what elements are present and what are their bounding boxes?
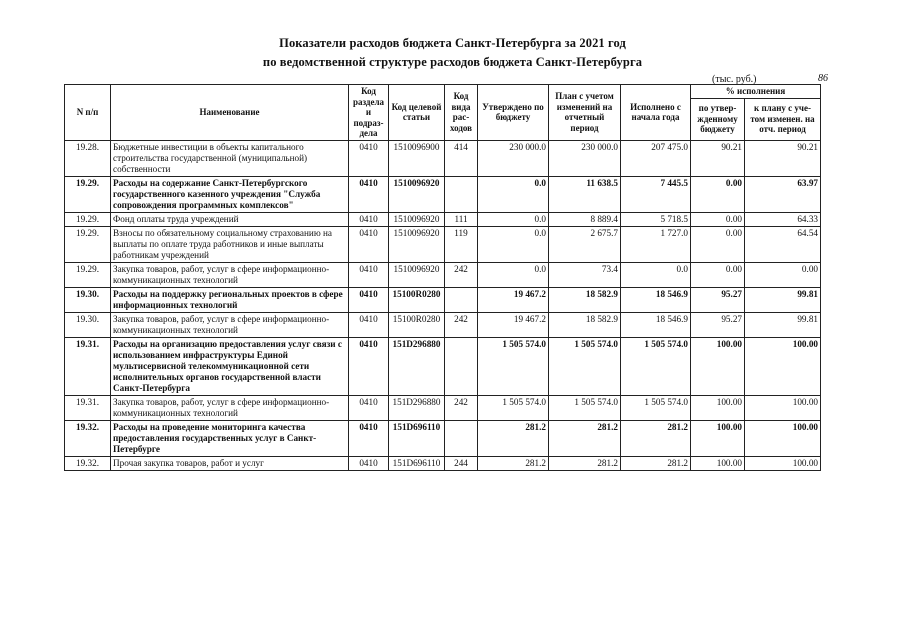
row-executed: 5 718.5 [621,212,691,226]
row-pct-plan: 0.00 [745,262,821,287]
row-name: Расходы на содержание Санкт-Петербургского государственного казенного учреждения "Служба сопровождения программных комплексов" [111,176,349,212]
document-title: Показатели расходов бюджета Санкт-Петербурга за 2021 год [279,36,626,50]
row-executed: 1 505 574.0 [621,395,691,420]
row-plan: 8 889.4 [549,212,621,226]
row-section-code: 0410 [349,140,389,176]
row-plan: 18 582.9 [549,287,621,312]
row-pct-approved: 100.00 [691,456,745,470]
row-pct-plan: 100.00 [745,456,821,470]
row-plan: 281.2 [549,420,621,456]
row-section-code: 0410 [349,176,389,212]
row-expense-type-code [445,176,478,212]
row-target-code: 15100R0280 [389,287,445,312]
row-number: 19.31. [65,395,111,420]
row-target-code: 1510096920 [389,212,445,226]
row-number: 19.32. [65,420,111,456]
page-number: 86 [818,73,828,84]
row-target-code: 151D296880 [389,395,445,420]
row-number: 19.32. [65,456,111,470]
row-executed: 18 546.9 [621,312,691,337]
header-expense-type-code: Код вида рас-ходов [445,85,478,141]
row-plan: 2 675.7 [549,226,621,262]
row-approved: 19 467.2 [478,312,549,337]
row-expense-type-code: 242 [445,395,478,420]
table-row [65,212,821,226]
row-executed: 18 546.9 [621,287,691,312]
row-pct-approved: 0.00 [691,262,745,287]
row-number: 19.28. [65,140,111,176]
table-row [65,456,821,470]
row-pct-plan: 99.81 [745,287,821,312]
row-executed: 207 475.0 [621,140,691,176]
row-plan: 281.2 [549,456,621,470]
row-pct-approved: 100.00 [691,420,745,456]
row-pct-plan: 100.00 [745,337,821,395]
row-number: 19.30. [65,287,111,312]
row-plan: 11 638.5 [549,176,621,212]
row-executed: 281.2 [621,420,691,456]
row-pct-approved: 90.21 [691,140,745,176]
header-num: N п/п [65,85,111,141]
row-name: Расходы на организацию предоставления услуг связи с использованием инфраструктуры Единой мультисервисной телекоммуникационной сети исполнительных органов государственной власти Санкт-Петербурга [111,337,349,395]
row-approved: 1 505 574.0 [478,337,549,395]
header-name: Наименование [111,85,349,141]
row-name: Прочая закупка товаров, работ и услуг [111,456,349,470]
row-section-code: 0410 [349,420,389,456]
row-number: 19.30. [65,312,111,337]
header-pct-plan: к плану с уче-том изменен. на отч. период [745,98,821,140]
row-approved: 1 505 574.0 [478,395,549,420]
budget-table [64,84,821,471]
row-number: 19.29. [65,176,111,212]
row-target-code: 1510096900 [389,140,445,176]
row-plan: 230 000.0 [549,140,621,176]
row-target-code: 151D696110 [389,456,445,470]
row-target-code: 1510096920 [389,262,445,287]
table-row [65,226,821,262]
row-executed: 1 505 574.0 [621,337,691,395]
row-plan: 1 505 574.0 [549,337,621,395]
document-subtitle: по ведомственной структуре расходов бюджета Санкт-Петербурга [262,55,643,69]
row-pct-plan: 100.00 [745,395,821,420]
table-row [65,395,821,420]
row-number: 19.31. [65,337,111,395]
row-pct-plan: 99.81 [745,312,821,337]
row-section-code: 0410 [349,226,389,262]
row-pct-approved: 0.00 [691,212,745,226]
header-executed: Исполнено с начала года [621,85,691,141]
header-target-code: Код целевой статьи [389,85,445,141]
row-number: 19.29. [65,262,111,287]
row-approved: 281.2 [478,420,549,456]
row-pct-plan: 64.33 [745,212,821,226]
row-target-code: 1510096920 [389,226,445,262]
row-number: 19.29. [65,226,111,262]
row-executed: 7 445.5 [621,176,691,212]
table-row [65,176,821,212]
row-approved: 230 000.0 [478,140,549,176]
header-plan: План с учетом изменений на отчетный период [549,85,621,141]
row-executed: 281.2 [621,456,691,470]
row-approved: 19 467.2 [478,287,549,312]
row-approved: 0.0 [478,226,549,262]
row-section-code: 0410 [349,262,389,287]
row-name: Закупка товаров, работ, услуг в сфере информационно-коммуникационных технологий [111,312,349,337]
header-pct-approved: по утвер-жденному бюджету [691,98,745,140]
row-expense-type-code: 242 [445,312,478,337]
table-body [65,140,821,470]
row-name: Бюджетные инвестиции в объекты капитального строительства государственной (муниципальной) собственности [111,140,349,176]
row-approved: 0.0 [478,262,549,287]
row-name: Расходы на проведение мониторинга качества предоставления государственных услуг в Санкт-Петербурге [111,420,349,456]
row-number: 19.29. [65,212,111,226]
row-expense-type-code [445,287,478,312]
row-expense-type-code [445,420,478,456]
row-section-code: 0410 [349,337,389,395]
row-approved: 281.2 [478,456,549,470]
row-executed: 0.0 [621,262,691,287]
row-name: Закупка товаров, работ, услуг в сфере информационно-коммуникационных технологий [111,262,349,287]
row-plan: 18 582.9 [549,312,621,337]
table-row [65,287,821,312]
row-name: Взносы по обязательному социальному страхованию на выплаты по оплате труда работников и иные выплаты работникам учреждений [111,226,349,262]
row-target-code: 151D296880 [389,337,445,395]
row-pct-plan: 64.54 [745,226,821,262]
row-plan: 73.4 [549,262,621,287]
row-name: Расходы на поддержку региональных проектов в сфере информационных технологий [111,287,349,312]
row-expense-type-code: 242 [445,262,478,287]
row-name: Закупка товаров, работ, услуг в сфере информационно-коммуникационных технологий [111,395,349,420]
row-plan: 1 505 574.0 [549,395,621,420]
row-section-code: 0410 [349,287,389,312]
header-pct-group: % исполнения [691,85,821,99]
row-section-code: 0410 [349,212,389,226]
row-pct-approved: 100.00 [691,337,745,395]
row-pct-approved: 95.27 [691,287,745,312]
row-pct-approved: 0.00 [691,226,745,262]
row-expense-type-code: 244 [445,456,478,470]
row-executed: 1 727.0 [621,226,691,262]
row-expense-type-code: 111 [445,212,478,226]
row-approved: 0.0 [478,176,549,212]
row-target-code: 1510096920 [389,176,445,212]
row-pct-plan: 90.21 [745,140,821,176]
row-name: Фонд оплаты труда учреждений [111,212,349,226]
row-target-code: 151D696110 [389,420,445,456]
row-pct-plan: 100.00 [745,420,821,456]
row-expense-type-code: 414 [445,140,478,176]
row-expense-type-code: 119 [445,226,478,262]
table-row [65,420,821,456]
row-pct-approved: 100.00 [691,395,745,420]
unit-note: (тыс. руб.) [712,74,757,85]
row-expense-type-code [445,337,478,395]
row-pct-plan: 63.97 [745,176,821,212]
row-pct-approved: 95.27 [691,312,745,337]
row-approved: 0.0 [478,212,549,226]
row-section-code: 0410 [349,395,389,420]
header-section-code: Код раздела и подраз-дела [349,85,389,141]
header-approved: Утверждено по бюджету [478,85,549,141]
row-section-code: 0410 [349,312,389,337]
row-pct-approved: 0.00 [691,176,745,212]
table-row [65,262,821,287]
table-row [65,140,821,176]
table-row [65,337,821,395]
row-section-code: 0410 [349,456,389,470]
table-row [65,312,821,337]
row-target-code: 15100R0280 [389,312,445,337]
